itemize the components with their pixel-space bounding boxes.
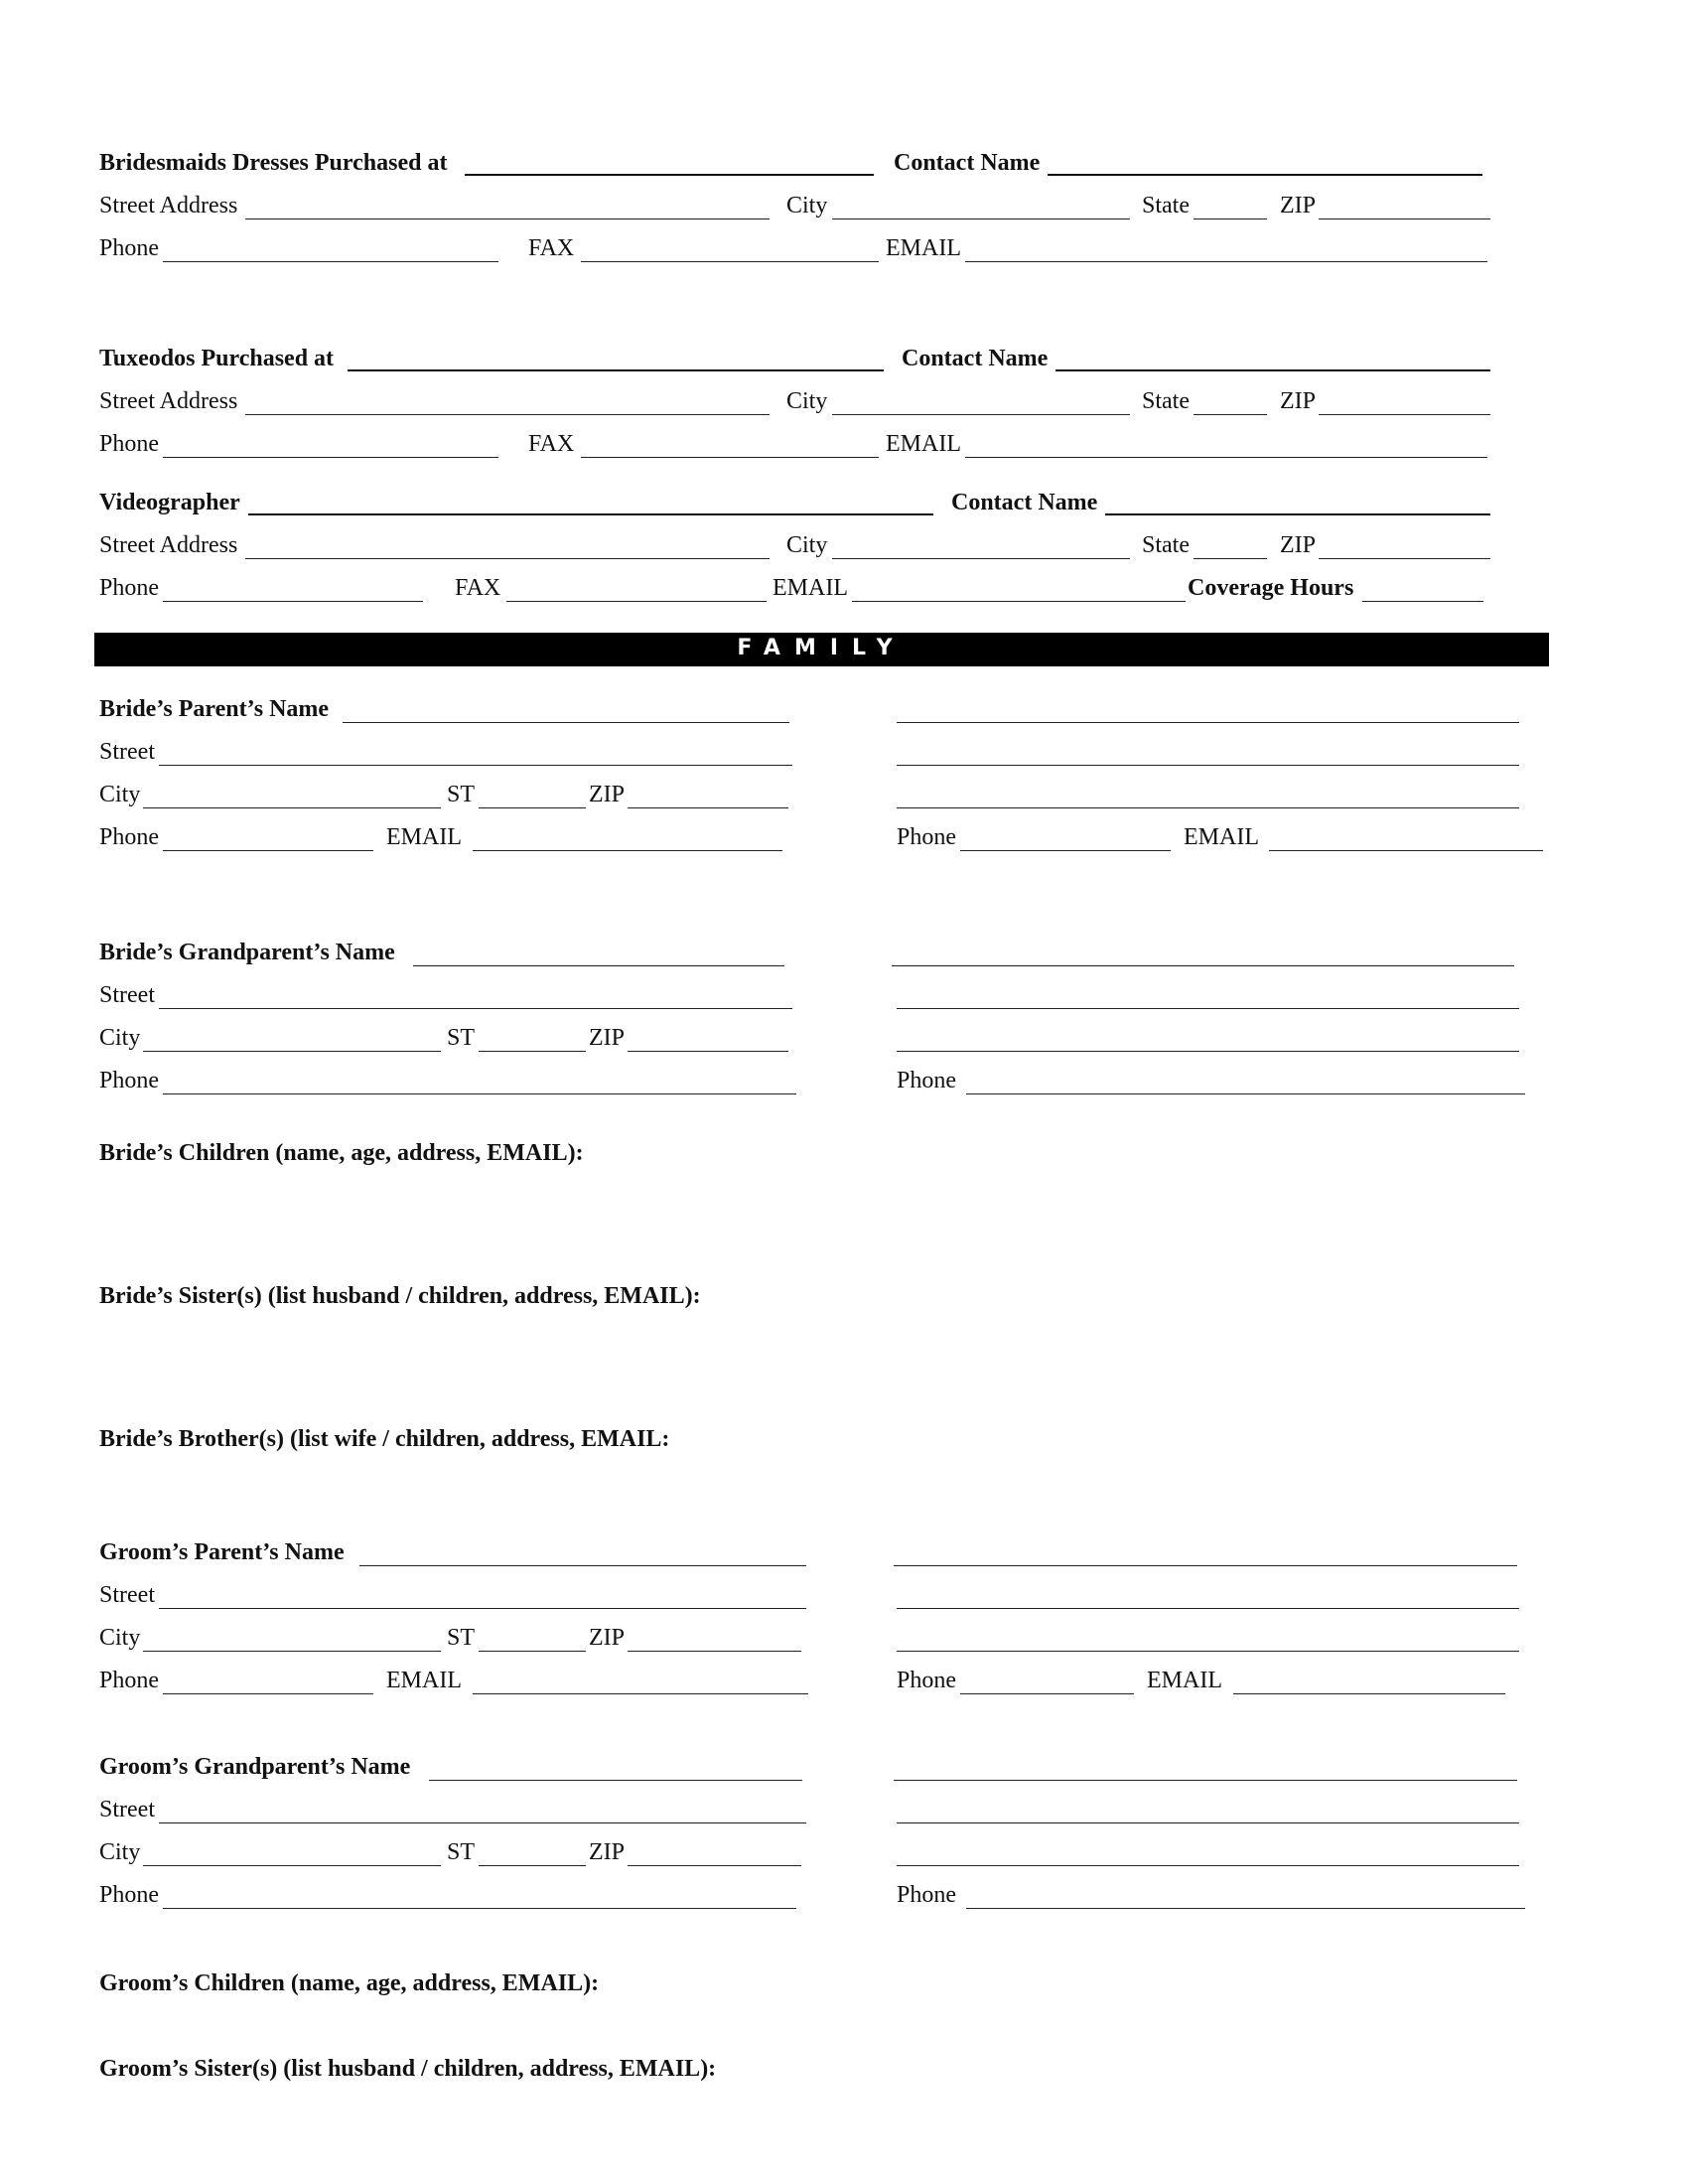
phone-field[interactable] — [163, 457, 498, 458]
grooms-parents-label: Groom’s Parent’s Name — [99, 1539, 345, 1565]
state-field[interactable] — [1194, 558, 1267, 559]
fax-field[interactable] — [506, 601, 767, 602]
email-label: EMAIL — [386, 1668, 462, 1693]
city-field-2[interactable] — [897, 807, 1519, 808]
street-address-label: Street Address — [99, 388, 238, 414]
contact-name-label: Contact Name — [951, 490, 1098, 515]
email-field[interactable] — [965, 457, 1487, 458]
videographer-field[interactable] — [248, 513, 933, 515]
coverage-hours-field[interactable] — [1362, 601, 1483, 602]
grooms-sisters-label: Groom’s Sister(s) (list husband / children, address, EMAIL): — [99, 2056, 717, 2082]
grooms-grandparents-label: Groom’s Grandparent’s Name — [99, 1754, 411, 1780]
phone-field[interactable] — [163, 601, 423, 602]
email-label: EMAIL — [773, 575, 848, 601]
grooms-parents-name-field[interactable] — [359, 1565, 806, 1566]
city-field[interactable] — [143, 1651, 441, 1652]
phone-field[interactable] — [163, 1908, 796, 1909]
brides-parents-name-field[interactable] — [343, 722, 789, 723]
city-field[interactable] — [143, 1865, 441, 1866]
fax-label: FAX — [455, 575, 501, 601]
street-field[interactable] — [159, 1608, 806, 1609]
street-field-2[interactable] — [897, 765, 1519, 766]
zip-label: ZIP — [1280, 193, 1316, 218]
contact-name-label: Contact Name — [902, 346, 1049, 371]
phone-label-2: Phone — [897, 1882, 956, 1908]
street-label: Street — [99, 739, 155, 765]
zip-field[interactable] — [628, 1651, 801, 1652]
street-address-field[interactable] — [245, 414, 770, 415]
phone-field-2[interactable] — [966, 1093, 1525, 1094]
phone-field[interactable] — [163, 261, 498, 262]
fax-label: FAX — [528, 235, 575, 261]
phone-field-2[interactable] — [966, 1908, 1525, 1909]
brides-sisters-label: Bride’s Sister(s) (list husband / children, address, EMAIL): — [99, 1283, 701, 1309]
phone-label: Phone — [99, 1668, 159, 1693]
zip-field[interactable] — [1319, 414, 1490, 415]
email-field-2[interactable] — [1233, 1693, 1505, 1694]
street-field[interactable] — [159, 765, 792, 766]
street-field[interactable] — [159, 1008, 792, 1009]
email-field[interactable] — [473, 1693, 808, 1694]
brides-parents-label: Bride’s Parent’s Name — [99, 696, 330, 722]
contact-name-field[interactable] — [1105, 513, 1490, 515]
phone-label-2: Phone — [897, 824, 956, 850]
st-label: ST — [447, 782, 476, 807]
city-field[interactable] — [832, 414, 1130, 415]
brides-grandparents-name-field-2[interactable] — [892, 965, 1514, 966]
city-label: City — [786, 532, 828, 558]
street-field-2[interactable] — [897, 1008, 1519, 1009]
email-field[interactable] — [852, 601, 1186, 602]
city-label: City — [99, 782, 141, 807]
state-label: State — [1142, 388, 1190, 414]
st-field[interactable] — [479, 1865, 586, 1866]
phone-field[interactable] — [163, 1693, 373, 1694]
street-label: Street — [99, 1797, 155, 1822]
phone-label: Phone — [99, 1068, 159, 1093]
street-field-2[interactable] — [897, 1822, 1519, 1823]
zip-field[interactable] — [1319, 558, 1490, 559]
zip-field[interactable] — [628, 1051, 788, 1052]
st-field[interactable] — [479, 807, 586, 808]
city-field[interactable] — [143, 1051, 441, 1052]
st-field[interactable] — [479, 1651, 586, 1652]
zip-field[interactable] — [628, 807, 788, 808]
st-label: ST — [447, 1625, 476, 1651]
contact-name-field[interactable] — [1048, 174, 1482, 176]
street-address-field[interactable] — [245, 558, 770, 559]
state-field[interactable] — [1194, 414, 1267, 415]
coverage-hours-label: Coverage Hours — [1188, 575, 1354, 601]
city-field-2[interactable] — [897, 1651, 1519, 1652]
phone-field-2[interactable] — [960, 850, 1171, 851]
city-label: City — [786, 193, 828, 218]
videographer-label: Videographer — [99, 490, 240, 515]
phone-label-2: Phone — [897, 1068, 956, 1093]
phone-label-2: Phone — [897, 1668, 956, 1693]
phone-field-2[interactable] — [960, 1693, 1134, 1694]
email-label: EMAIL — [386, 824, 462, 850]
email-field[interactable] — [473, 850, 782, 851]
zip-label: ZIP — [589, 1625, 625, 1651]
grooms-children-label: Groom’s Children (name, age, address, EMAIL): — [99, 1970, 600, 1996]
city-field-2[interactable] — [897, 1051, 1519, 1052]
state-label: State — [1142, 532, 1190, 558]
grooms-grandparents-name-field[interactable] — [429, 1780, 802, 1781]
brides-children-label: Bride’s Children (name, age, address, EMAIL): — [99, 1140, 584, 1166]
tuxedos-label: Tuxeodos Purchased at — [99, 346, 335, 371]
fax-label: FAX — [528, 431, 575, 457]
email-label-2: EMAIL — [1147, 1668, 1222, 1693]
city-field[interactable] — [832, 558, 1130, 559]
phone-label: Phone — [99, 575, 159, 601]
city-label: City — [786, 388, 828, 414]
email-label: EMAIL — [886, 235, 961, 261]
email-label: EMAIL — [886, 431, 961, 457]
phone-label: Phone — [99, 235, 159, 261]
city-field-2[interactable] — [897, 1865, 1519, 1866]
family-header-bar — [94, 633, 1549, 666]
tuxedos-field[interactable] — [348, 369, 884, 371]
phone-field[interactable] — [163, 1093, 796, 1094]
phone-label: Phone — [99, 431, 159, 457]
zip-label: ZIP — [589, 1025, 625, 1051]
phone-label: Phone — [99, 824, 159, 850]
email-label-2: EMAIL — [1184, 824, 1259, 850]
contact-name-label: Contact Name — [894, 150, 1041, 176]
street-address-field[interactable] — [245, 218, 770, 219]
zip-field[interactable] — [628, 1865, 801, 1866]
fax-field[interactable] — [581, 457, 879, 458]
zip-label: ZIP — [1280, 388, 1316, 414]
grooms-grandparents-name-field-2[interactable] — [894, 1780, 1517, 1781]
st-label: ST — [447, 1025, 476, 1051]
brides-parents-name-field-2[interactable] — [897, 722, 1519, 723]
zip-field[interactable] — [1319, 218, 1490, 219]
street-label: Street — [99, 982, 155, 1008]
street-label: Street — [99, 1582, 155, 1608]
city-field[interactable] — [143, 807, 441, 808]
brides-grandparents-name-field[interactable] — [413, 965, 784, 966]
state-field[interactable] — [1194, 218, 1267, 219]
city-label: City — [99, 1625, 141, 1651]
zip-label: ZIP — [589, 782, 625, 807]
zip-label: ZIP — [1280, 532, 1316, 558]
state-label: State — [1142, 193, 1190, 218]
phone-label: Phone — [99, 1882, 159, 1908]
brides-brothers-label: Bride’s Brother(s) (list wife / children, address, EMAIL: — [99, 1426, 670, 1452]
st-label: ST — [447, 1839, 476, 1865]
grooms-parents-name-field-2[interactable] — [894, 1565, 1517, 1566]
brides-grandparents-label: Bride’s Grandparent’s Name — [99, 940, 395, 965]
phone-field[interactable] — [163, 850, 373, 851]
bridesmaids-label: Bridesmaids Dresses Purchased at — [99, 150, 448, 176]
street-address-label: Street Address — [99, 193, 238, 218]
email-field-2[interactable] — [1269, 850, 1543, 851]
street-field-2[interactable] — [897, 1608, 1519, 1609]
email-field[interactable] — [965, 261, 1487, 262]
family-header-title: FAMILY — [737, 636, 907, 660]
contact-name-field[interactable] — [1055, 369, 1490, 371]
city-field[interactable] — [832, 218, 1130, 219]
city-label: City — [99, 1025, 141, 1051]
city-label: City — [99, 1839, 141, 1865]
street-address-label: Street Address — [99, 532, 238, 558]
st-field[interactable] — [479, 1051, 586, 1052]
bridesmaids-field[interactable] — [465, 174, 874, 176]
fax-field[interactable] — [581, 261, 879, 262]
street-field[interactable] — [159, 1822, 806, 1823]
zip-label: ZIP — [589, 1839, 625, 1865]
